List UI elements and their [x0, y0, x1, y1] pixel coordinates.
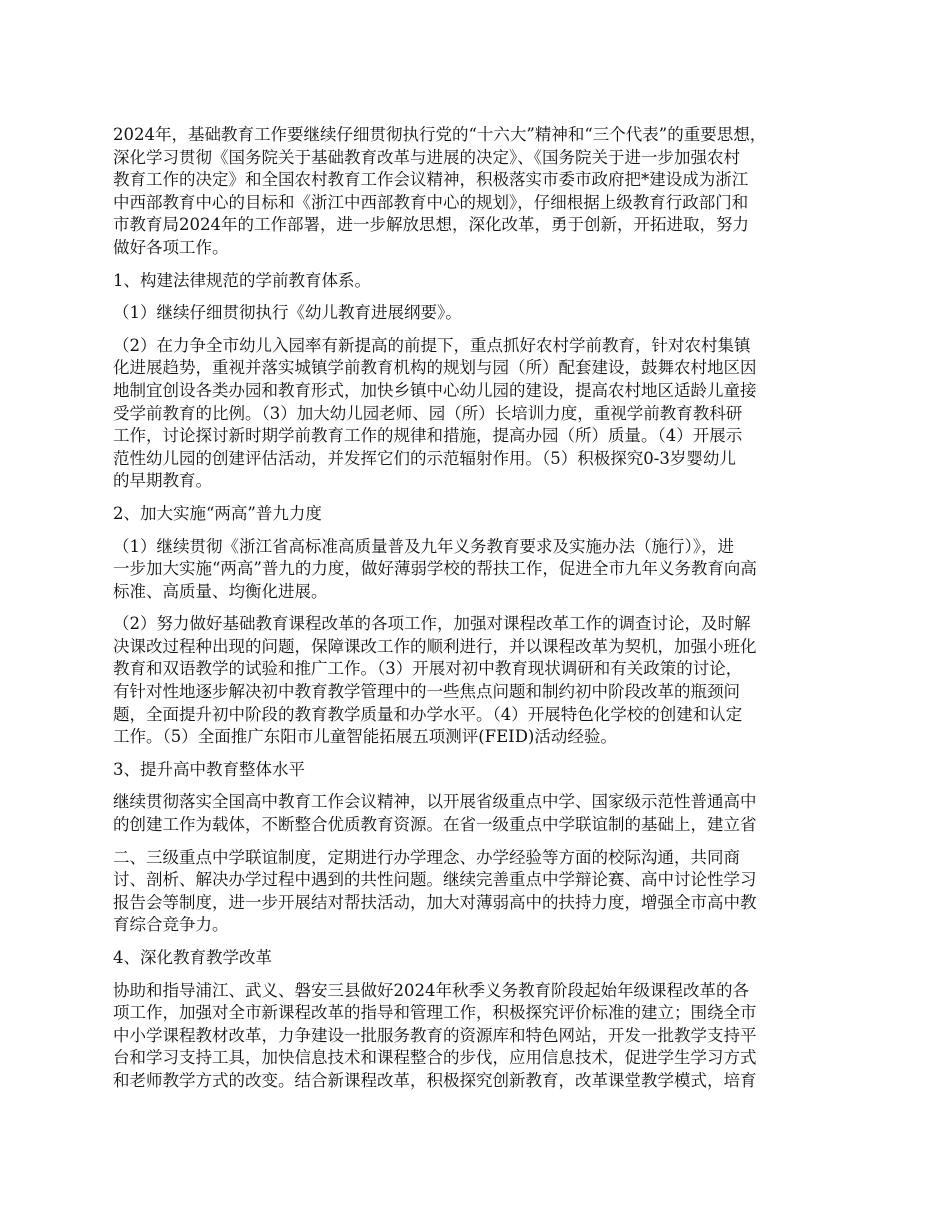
section-heading-4: 4、深化教育教学改革 — [113, 948, 272, 967]
paragraph: （2）努力做好基础教育课程改革的各项工作，加强对课程改革工作的调查讨论，及时解 决课改过程种出现的问题，保障课改工作的顺利进行，并以课程改革为契机，加强小班化 教育和双语教学的试验和推广工作。（3）开展对初中教育现状调研和有关政策的讨论， 有针对性地逐步解决初中教育教学管理中的一些焦点问题和制约初中阶段改革的瓶颈问 题，全面提升初中阶段的教育教学质量和办学水平。（4）开展特色化学校的创建和认定 工作。（5）全面推广东阳市儿童智能拓展五项测评(FEID)活动经验。 — [113, 614, 757, 747]
paragraph: 继续贯彻落实全国高中教育工作会议精神，以开展省级重点中学、国家级示范性普通高中 的创建工作为载体，不断整合优质教育资源。在省一级重点中学联谊制的基础上，建立省 — [113, 792, 757, 835]
intro-paragraph: 2024年，基础教育工作要继续仔细贯彻执行党的“十六大”精神和“三个代表”的重要思想， 深化学习贯彻《国务院关于基础教育改革与进展的决定》、《国务院关于进一步加强农村 教育工作的决定》和全国农村教育工作会议精神，积极落实市委市政府把*建设成为浙江 中西部教育中心的目标和《浙江中西部教育中心的规划》，仔细根据上级教育行政部门和 市教育局2024年的工作部署，进一步解放思想，深化改革，勇于创新，开拓进取，努力 做好各项工作。 — [113, 125, 767, 257]
paragraph: 二、三级重点中学联谊制度，定期进行办学理念、办学经验等方面的校际沟通，共同商 讨、剖析、解决办学过程中遇到的共性问题。继续完善重点中学辩论赛、高中讨论性学习 报告会等制度，进一步开展结对帮扶活动，加大对薄弱高中的扶持力度，增强全市高中教 育综合竞争力。 — [113, 847, 757, 935]
paragraph: 协助和指导浦江、武义、磐安三县做好2024年秋季义务教育阶段起始年级课程改革的各 项工作，加强对全市新课程改革的指导和管理工作，积极探究评价标准的建立；围绕全市 中小学课程教材改革，力争建设一批服务教育的资源库和特色网站，开发一批教学支持平 台和学习支持工具，加快信息技术和课程整合的步伐，应用信息技术，促进学生学习方式 和老师教学方式的改变。结合新课程改革，积极探究创新教育，改革课堂教学模式，培育 — [113, 980, 757, 1090]
paragraph: （1）继续贯彻《浙江省高标准高质量普及九年义务教育要求及实施办法（施行）》，进 一步加大实施“两高”普九的力度，做好薄弱学校的帮扶工作，促进全市九年义务教育向高 标准、高质量、均衡化进展。 — [113, 536, 757, 601]
section-heading-2: 2、加大实施“两高”普九力度 — [113, 503, 322, 523]
paragraph: （1）继续仔细贯彻执行《幼儿教育进展纲要》。 — [113, 303, 462, 323]
section-heading-3: 3、提升高中教育整体水平 — [113, 759, 305, 779]
section-heading-1: 1、构建法律规范的学前教育体系。 — [113, 270, 371, 290]
paragraph: （2）在力争全市幼儿入园率有新提高的前提下，重点抓好农村学前教育，针对农村集镇 化进展趋势，重视并落实城镇学前教育机构的规划与园（所）配套建设，鼓舞农村地区因 地制宜创设各类办园和教育形式，加快乡镇中心幼儿园的建设，提高农村地区适龄儿童接 受学前教育的比例。（3）加大幼儿园老师、园（所）长培训力度，重视学前教育教科研 工作，讨论探讨新时期学前教育工作的规律和措施，提高办园（所）质量。（4）开展示 范性幼儿园的创建评估活动，并发挥它们的示范辐射作用。（5）积极探究0-3岁婴幼儿 的早期教育。 — [113, 335, 757, 491]
document-body — [113, 124, 841, 1103]
